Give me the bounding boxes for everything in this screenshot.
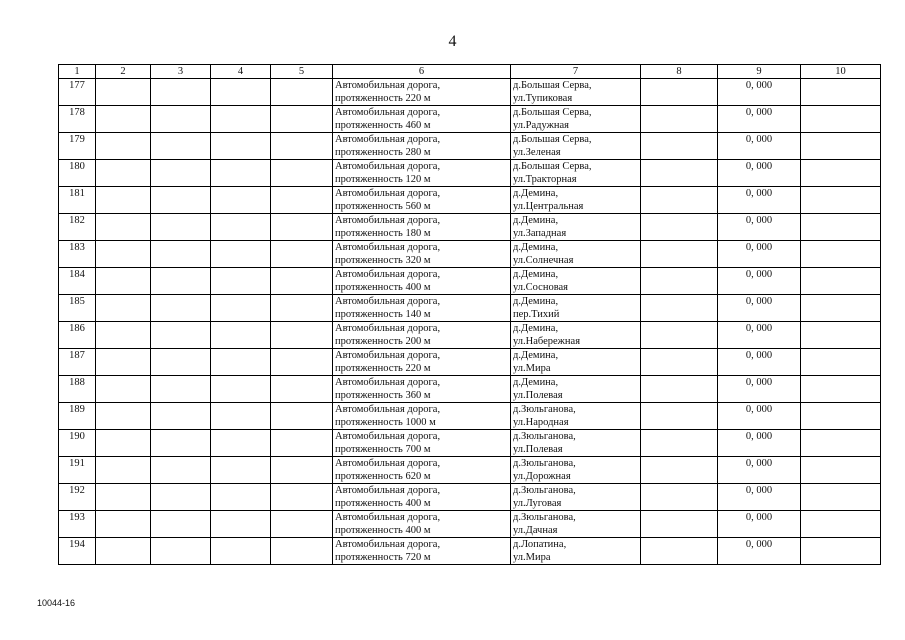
description-line: протяженность 700 м — [335, 444, 431, 455]
description-line: протяженность 220 м — [335, 93, 431, 104]
empty-cell — [151, 133, 211, 160]
empty-cell — [151, 79, 211, 106]
description-line: протяженность 460 м — [335, 120, 431, 131]
value-cell: 0, 000 — [718, 106, 801, 133]
row-number-cell: 180 — [59, 160, 96, 187]
address-line: д.Демина, — [513, 323, 559, 334]
address-cell — [511, 106, 641, 133]
empty-cell — [271, 268, 333, 295]
column-header: 7 — [511, 65, 641, 79]
empty-cell — [96, 403, 151, 430]
row-number-cell: 185 — [59, 295, 96, 322]
description-line: протяженность 560 м — [335, 201, 431, 212]
empty-cell — [96, 322, 151, 349]
empty-cell — [801, 214, 881, 241]
column-header: 1 — [59, 65, 96, 79]
description-line: Автомобильная дорога, — [335, 350, 441, 361]
empty-cell — [96, 214, 151, 241]
description-line: протяженность 360 м — [335, 390, 431, 401]
address-cell — [511, 268, 641, 295]
empty-cell — [641, 79, 718, 106]
description-cell — [333, 457, 511, 484]
description-line: Автомобильная дорога, — [335, 134, 441, 145]
empty-cell — [271, 187, 333, 214]
table-row — [59, 322, 881, 349]
description-line: Автомобильная дорога, — [335, 80, 441, 91]
table-row — [59, 79, 881, 106]
table-row — [59, 457, 881, 484]
address-cell — [511, 133, 641, 160]
empty-cell — [801, 457, 881, 484]
empty-cell — [641, 160, 718, 187]
row-number-cell: 177 — [59, 79, 96, 106]
row-number-cell: 179 — [59, 133, 96, 160]
address-cell — [511, 484, 641, 511]
empty-cell — [641, 430, 718, 457]
table-row — [59, 484, 881, 511]
empty-cell — [641, 484, 718, 511]
empty-cell — [211, 133, 271, 160]
empty-cell — [271, 214, 333, 241]
value-cell: 0, 000 — [718, 457, 801, 484]
empty-cell — [151, 430, 211, 457]
empty-cell — [271, 376, 333, 403]
empty-cell — [801, 79, 881, 106]
empty-cell — [211, 457, 271, 484]
address-cell — [511, 79, 641, 106]
description-line: Автомобильная дорога, — [335, 377, 441, 388]
empty-cell — [151, 160, 211, 187]
empty-cell — [151, 349, 211, 376]
empty-cell — [96, 241, 151, 268]
value-cell: 0, 000 — [718, 268, 801, 295]
table-row — [59, 430, 881, 457]
address-line: ул.Тракторная — [513, 174, 577, 185]
empty-cell — [96, 106, 151, 133]
value-cell: 0, 000 — [718, 403, 801, 430]
row-number-cell: 189 — [59, 403, 96, 430]
address-line: д.Демина, — [513, 350, 559, 361]
description-cell — [333, 133, 511, 160]
empty-cell — [211, 79, 271, 106]
address-line: д.Зюльганова, — [513, 404, 576, 415]
column-header: 8 — [641, 65, 718, 79]
value-cell: 0, 000 — [718, 349, 801, 376]
empty-cell — [96, 349, 151, 376]
table-row — [59, 241, 881, 268]
empty-cell — [801, 511, 881, 538]
description-line: протяженность 620 м — [335, 471, 431, 482]
description-line: протяженность 400 м — [335, 498, 431, 509]
description-line: Автомобильная дорога, — [335, 323, 441, 334]
empty-cell — [211, 322, 271, 349]
description-cell — [333, 187, 511, 214]
empty-cell — [801, 241, 881, 268]
address-line: д.Большая Серва, — [513, 80, 592, 91]
address-cell — [511, 187, 641, 214]
empty-cell — [271, 430, 333, 457]
description-cell — [333, 484, 511, 511]
value-cell: 0, 000 — [718, 376, 801, 403]
address-line: д.Демина, — [513, 296, 559, 307]
address-line: д.Лопатина, — [513, 539, 567, 550]
address-line: ул.Дорожная — [513, 471, 571, 482]
empty-cell — [801, 430, 881, 457]
description-cell — [333, 214, 511, 241]
address-line: ул.Набережная — [513, 336, 581, 347]
empty-cell — [271, 160, 333, 187]
description-cell — [333, 241, 511, 268]
description-line: протяженность 280 м — [335, 147, 431, 158]
address-line: д.Зюльганова, — [513, 431, 576, 442]
empty-cell — [801, 295, 881, 322]
value-cell: 0, 000 — [718, 79, 801, 106]
empty-cell — [641, 241, 718, 268]
empty-cell — [151, 214, 211, 241]
description-line: протяженность 220 м — [335, 363, 431, 374]
empty-cell — [641, 511, 718, 538]
address-line: ул.Зеленая — [513, 147, 561, 158]
row-number-cell: 188 — [59, 376, 96, 403]
description-cell — [333, 511, 511, 538]
empty-cell — [211, 349, 271, 376]
description-cell — [333, 403, 511, 430]
row-number-cell: 187 — [59, 349, 96, 376]
address-cell — [511, 376, 641, 403]
address-cell — [511, 295, 641, 322]
description-cell — [333, 295, 511, 322]
empty-cell — [641, 106, 718, 133]
empty-cell — [271, 106, 333, 133]
empty-cell — [641, 349, 718, 376]
address-line: ул.Полевая — [513, 444, 563, 455]
address-line: ул.Полевая — [513, 390, 563, 401]
empty-cell — [211, 430, 271, 457]
description-cell — [333, 322, 511, 349]
row-number-cell: 191 — [59, 457, 96, 484]
description-line: протяженность 400 м — [335, 525, 431, 536]
empty-cell — [96, 484, 151, 511]
description-line: Автомобильная дорога, — [335, 161, 441, 172]
address-line: д.Демина, — [513, 269, 559, 280]
table-row — [59, 187, 881, 214]
empty-cell — [271, 322, 333, 349]
empty-cell — [151, 295, 211, 322]
row-number-cell: 178 — [59, 106, 96, 133]
empty-cell — [211, 268, 271, 295]
empty-cell — [801, 187, 881, 214]
empty-cell — [801, 322, 881, 349]
description-line: протяженность 720 м — [335, 552, 431, 563]
empty-cell — [641, 133, 718, 160]
column-header: 4 — [211, 65, 271, 79]
empty-cell — [211, 187, 271, 214]
description-line: Автомобильная дорога, — [335, 404, 441, 415]
empty-cell — [151, 187, 211, 214]
empty-cell — [96, 160, 151, 187]
address-line: д.Большая Серва, — [513, 107, 592, 118]
description-line: Автомобильная дорога, — [335, 269, 441, 280]
column-header: 9 — [718, 65, 801, 79]
table-row — [59, 511, 881, 538]
empty-cell — [211, 214, 271, 241]
address-cell — [511, 403, 641, 430]
empty-cell — [271, 241, 333, 268]
address-line: ул.Тупиковая — [513, 93, 573, 104]
empty-cell — [151, 322, 211, 349]
empty-cell — [271, 457, 333, 484]
registry-table — [58, 64, 881, 565]
empty-cell — [271, 295, 333, 322]
address-cell — [511, 349, 641, 376]
form-code: 10044-16 — [37, 598, 76, 608]
address-line: ул.Луговая — [513, 498, 562, 509]
description-line: Автомобильная дорога, — [335, 242, 441, 253]
empty-cell — [271, 133, 333, 160]
address-cell — [511, 457, 641, 484]
empty-cell — [801, 106, 881, 133]
description-line: Автомобильная дорога, — [335, 215, 441, 226]
empty-cell — [96, 538, 151, 565]
column-header: 2 — [96, 65, 151, 79]
empty-cell — [211, 511, 271, 538]
description-cell — [333, 430, 511, 457]
table-row — [59, 268, 881, 295]
empty-cell — [641, 538, 718, 565]
description-line: протяженность 1000 м — [335, 417, 436, 428]
address-line: ул.Западная — [513, 228, 567, 239]
table-row — [59, 295, 881, 322]
header-row — [59, 65, 881, 79]
empty-cell — [271, 79, 333, 106]
description-line: протяженность 200 м — [335, 336, 431, 347]
description-line: Автомобильная дорога, — [335, 431, 441, 442]
empty-cell — [211, 160, 271, 187]
empty-cell — [641, 187, 718, 214]
value-cell: 0, 000 — [718, 133, 801, 160]
description-line: протяженность 120 м — [335, 174, 431, 185]
address-line: д.Демина, — [513, 242, 559, 253]
empty-cell — [801, 268, 881, 295]
address-line: д.Зюльганова, — [513, 485, 576, 496]
address-line: д.Зюльганова, — [513, 512, 576, 523]
value-cell: 0, 000 — [718, 214, 801, 241]
empty-cell — [96, 133, 151, 160]
empty-cell — [641, 457, 718, 484]
address-cell — [511, 160, 641, 187]
address-line: д.Зюльганова, — [513, 458, 576, 469]
empty-cell — [151, 376, 211, 403]
description-line: протяженность 140 м — [335, 309, 431, 320]
address-line: д.Большая Серва, — [513, 161, 592, 172]
table-row — [59, 403, 881, 430]
table-row — [59, 106, 881, 133]
empty-cell — [96, 295, 151, 322]
empty-cell — [151, 484, 211, 511]
value-cell: 0, 000 — [718, 295, 801, 322]
address-cell — [511, 538, 641, 565]
empty-cell — [801, 133, 881, 160]
empty-cell — [641, 376, 718, 403]
empty-cell — [801, 484, 881, 511]
empty-cell — [801, 538, 881, 565]
table-row — [59, 214, 881, 241]
address-line: ул.Солнечная — [513, 255, 574, 266]
empty-cell — [211, 403, 271, 430]
empty-cell — [96, 187, 151, 214]
empty-cell — [151, 511, 211, 538]
description-line: Автомобильная дорога, — [335, 458, 441, 469]
description-line: Автомобильная дорога, — [335, 539, 441, 550]
description-line: Автомобильная дорога, — [335, 188, 441, 199]
address-line: ул.Центральная — [513, 201, 584, 212]
description-cell — [333, 538, 511, 565]
description-cell — [333, 376, 511, 403]
description-line: протяженность 320 м — [335, 255, 431, 266]
row-number-cell: 184 — [59, 268, 96, 295]
address-line: ул.Народная — [513, 417, 569, 428]
column-header: 6 — [333, 65, 511, 79]
row-number-cell: 193 — [59, 511, 96, 538]
description-cell — [333, 79, 511, 106]
empty-cell — [96, 376, 151, 403]
empty-cell — [801, 349, 881, 376]
empty-cell — [151, 403, 211, 430]
address-line: ул.Мира — [513, 552, 551, 563]
description-cell — [333, 106, 511, 133]
description-cell — [333, 160, 511, 187]
empty-cell — [96, 511, 151, 538]
address-cell — [511, 322, 641, 349]
empty-cell — [211, 376, 271, 403]
column-header: 10 — [801, 65, 881, 79]
empty-cell — [801, 403, 881, 430]
table-row — [59, 376, 881, 403]
empty-cell — [641, 295, 718, 322]
value-cell: 0, 000 — [718, 322, 801, 349]
empty-cell — [96, 79, 151, 106]
description-line: протяженность 180 м — [335, 228, 431, 239]
value-cell: 0, 000 — [718, 160, 801, 187]
value-cell: 0, 000 — [718, 484, 801, 511]
description-cell — [333, 268, 511, 295]
row-number-cell: 182 — [59, 214, 96, 241]
empty-cell — [211, 538, 271, 565]
row-number-cell: 194 — [59, 538, 96, 565]
row-number-cell: 183 — [59, 241, 96, 268]
address-cell — [511, 214, 641, 241]
empty-cell — [211, 241, 271, 268]
empty-cell — [271, 484, 333, 511]
row-number-cell: 181 — [59, 187, 96, 214]
empty-cell — [151, 268, 211, 295]
column-header: 3 — [151, 65, 211, 79]
address-line: д.Демина, — [513, 215, 559, 226]
column-header: 5 — [271, 65, 333, 79]
empty-cell — [271, 511, 333, 538]
empty-cell — [641, 322, 718, 349]
table-row — [59, 538, 881, 565]
empty-cell — [151, 241, 211, 268]
value-cell: 0, 000 — [718, 241, 801, 268]
empty-cell — [211, 295, 271, 322]
row-number-cell: 186 — [59, 322, 96, 349]
address-line: д.Демина, — [513, 188, 559, 199]
value-cell: 0, 000 — [718, 187, 801, 214]
empty-cell — [641, 214, 718, 241]
empty-cell — [211, 484, 271, 511]
empty-cell — [801, 160, 881, 187]
address-cell — [511, 511, 641, 538]
empty-cell — [801, 376, 881, 403]
address-line: д.Демина, — [513, 377, 559, 388]
table-row — [59, 349, 881, 376]
table-row — [59, 133, 881, 160]
empty-cell — [641, 403, 718, 430]
address-cell — [511, 430, 641, 457]
row-number-cell: 190 — [59, 430, 96, 457]
address-line: ул.Мира — [513, 363, 551, 374]
empty-cell — [271, 403, 333, 430]
row-number-cell: 192 — [59, 484, 96, 511]
value-cell: 0, 000 — [718, 538, 801, 565]
empty-cell — [271, 538, 333, 565]
empty-cell — [641, 268, 718, 295]
address-line: ул.Сосновая — [513, 282, 569, 293]
empty-cell — [151, 457, 211, 484]
empty-cell — [96, 457, 151, 484]
empty-cell — [151, 538, 211, 565]
address-line: ул.Радужная — [513, 120, 569, 131]
description-line: Автомобильная дорога, — [335, 485, 441, 496]
empty-cell — [211, 106, 271, 133]
address-line: пер.Тихий — [513, 309, 560, 320]
page-number: 4 — [448, 33, 457, 50]
description-line: протяженность 400 м — [335, 282, 431, 293]
table-row — [59, 160, 881, 187]
empty-cell — [151, 106, 211, 133]
description-cell — [333, 349, 511, 376]
empty-cell — [96, 268, 151, 295]
value-cell: 0, 000 — [718, 430, 801, 457]
description-line: Автомобильная дорога, — [335, 107, 441, 118]
address-line: ул.Дачная — [513, 525, 558, 536]
address-line: д.Большая Серва, — [513, 134, 592, 145]
value-cell: 0, 000 — [718, 511, 801, 538]
empty-cell — [96, 430, 151, 457]
description-line: Автомобильная дорога, — [335, 296, 441, 307]
empty-cell — [271, 349, 333, 376]
address-cell — [511, 241, 641, 268]
description-line: Автомобильная дорога, — [335, 512, 441, 523]
